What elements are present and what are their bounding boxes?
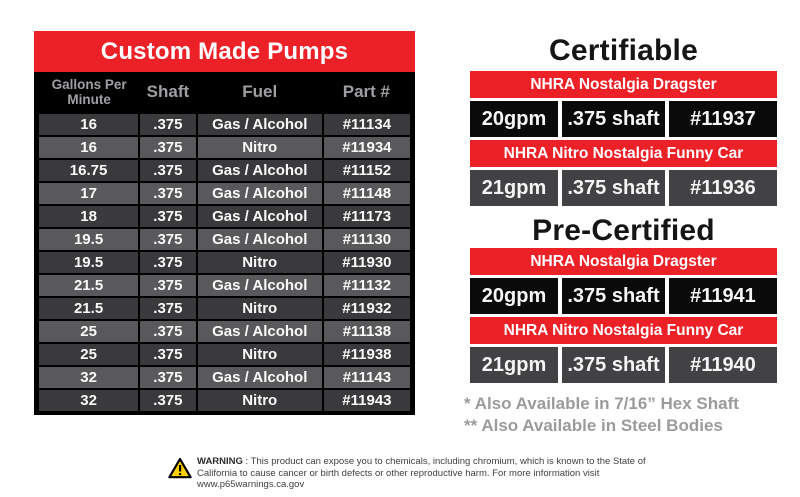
table-cell: #11152 [323,159,410,182]
part-number-cell: #11940 [669,347,777,383]
warning-triangle-icon [168,457,192,479]
shaft-cell: .375 shaft [562,278,665,314]
gpm-cell: 21gpm [470,170,558,206]
table-cell: .375 [139,274,197,297]
column-header-part: Part # [323,72,410,113]
table-cell: .375 [139,251,197,274]
table-cell: 16 [39,136,139,159]
table-cell: 17 [39,182,139,205]
table-cell: 32 [39,389,139,411]
table-cell: 25 [39,320,139,343]
table-cell: 19.5 [39,228,139,251]
warning-text: WARNING : This product can expose you to chemicals, including chromium, which is known to the State of California to cause cancer or birth defects or other reproductive harm. For more information visit www.p65warnings.ca.gov [197,456,646,490]
table-row [39,320,410,343]
table-cell: Nitro [197,389,323,411]
shaft-cell: .375 shaft [562,170,665,206]
table-cell: .375 [139,320,197,343]
table-cell: Gas / Alcohol [197,320,323,343]
table-row [39,136,410,159]
table-cell: Nitro [197,251,323,274]
table-cell: 16.75 [39,159,139,182]
table-cell: Gas / Alcohol [197,182,323,205]
footnote-hex-shaft: * Also Available in 7/16” Hex Shaft [464,394,739,413]
gpm-cell: 20gpm [470,278,558,314]
table-cell: .375 [139,228,197,251]
footnotes [464,393,777,437]
table-cell: #11130 [323,228,410,251]
warning-label: WARNING [197,456,243,467]
table-cell: .375 [139,297,197,320]
table-cell: 25 [39,343,139,366]
banner-nhra-nostalgia-dragster: NHRA Nostalgia Dragster [470,248,777,275]
footnote-steel-bodies: ** Also Available in Steel Bodies [464,416,723,435]
table-row [39,182,410,205]
table-cell: Gas / Alcohol [197,113,323,136]
table-row [39,389,410,411]
gpm-cell: 21gpm [470,347,558,383]
table-cell: #11132 [323,274,410,297]
part-number-cell: #11937 [669,101,777,137]
table-row [39,274,410,297]
part-number-cell: #11941 [669,278,777,314]
part-number-cell: #11936 [669,170,777,206]
spec-row [470,278,777,314]
table-cell: .375 [139,205,197,228]
table-cell: 32 [39,366,139,389]
table-row [39,251,410,274]
table-row [39,366,410,389]
table-cell: Nitro [197,136,323,159]
table-cell: #11134 [323,113,410,136]
table-cell: 18 [39,205,139,228]
custom-made-pumps-table [34,31,415,415]
table-row [39,297,410,320]
table-cell: .375 [139,113,197,136]
table-cell: Gas / Alcohol [197,228,323,251]
column-header-shaft: Shaft [139,72,197,113]
pre-certified-title: Pre-Certified [532,214,715,247]
table-cell: Gas / Alcohol [197,205,323,228]
table-row [39,205,410,228]
table-row [39,159,410,182]
table-cell: #11143 [323,366,410,389]
table-cell: Nitro [197,297,323,320]
table-cell: .375 [139,182,197,205]
table-row [39,343,410,366]
certification-panel [464,31,777,437]
pump-table-body [39,113,410,411]
certifiable-title: Certifiable [549,34,698,67]
banner-nhra-nitro-funny-car: NHRA Nitro Nostalgia Funny Car [470,140,777,167]
table-cell: Nitro [197,343,323,366]
table-cell: Gas / Alcohol [197,159,323,182]
pump-table-title: Custom Made Pumps [34,31,415,72]
table-cell: 16 [39,113,139,136]
table-cell: #11138 [323,320,410,343]
table-cell: #11932 [323,297,410,320]
table-cell: #11943 [323,389,410,411]
spec-row [470,347,777,383]
pre-certified-table [470,248,777,383]
table-cell: #11934 [323,136,410,159]
spec-row [470,101,777,137]
table-cell: #11930 [323,251,410,274]
banner-nhra-nitro-funny-car: NHRA Nitro Nostalgia Funny Car [470,317,777,344]
certifiable-table [470,71,777,206]
table-header-row [39,72,410,113]
table-cell: 21.5 [39,297,139,320]
table-cell: #11938 [323,343,410,366]
spec-row [470,170,777,206]
table-cell: .375 [139,343,197,366]
column-header-gpm: Gallons Per Minute [39,72,139,113]
shaft-cell: .375 shaft [562,101,665,137]
table-row [39,228,410,251]
prop65-warning [168,456,658,491]
table-cell: 21.5 [39,274,139,297]
gpm-cell: 20gpm [470,101,558,137]
table-cell: #11148 [323,182,410,205]
pump-table [39,72,410,411]
table-cell: .375 [139,159,197,182]
table-cell: .375 [139,136,197,159]
table-cell: 19.5 [39,251,139,274]
table-cell: Gas / Alcohol [197,366,323,389]
shaft-cell: .375 shaft [562,347,665,383]
table-cell: Gas / Alcohol [197,274,323,297]
table-cell: .375 [139,389,197,411]
table-cell: #11173 [323,205,410,228]
table-cell: .375 [139,366,197,389]
table-row [39,113,410,136]
column-header-fuel: Fuel [197,72,323,113]
pump-table-frame [34,72,415,415]
banner-nhra-nostalgia-dragster: NHRA Nostalgia Dragster [470,71,777,98]
